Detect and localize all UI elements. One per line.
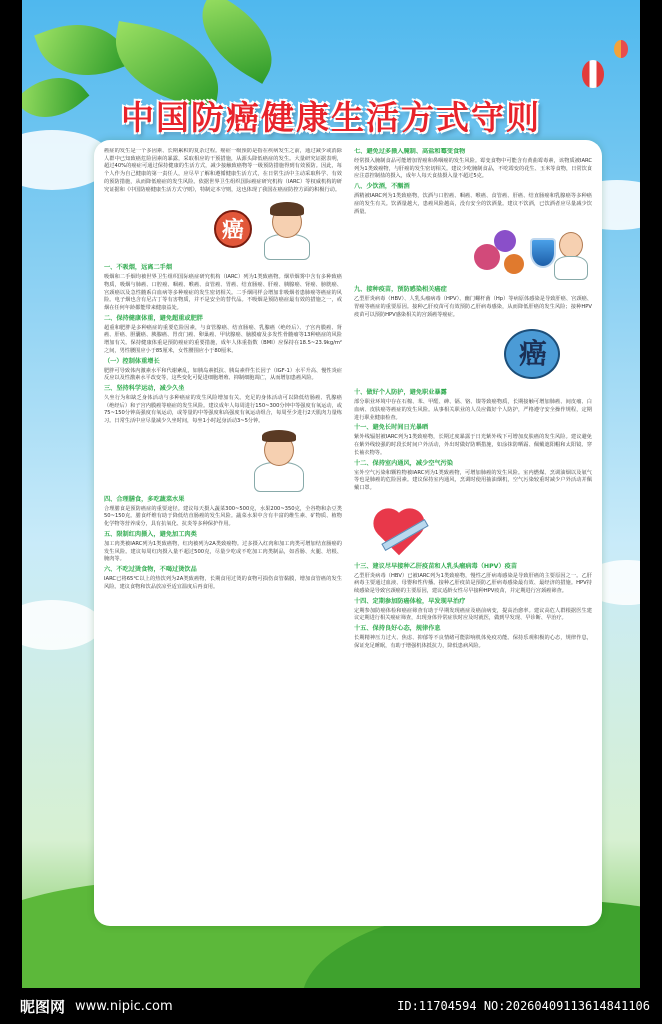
section-heading: 九、接种疫苗，预防感染相关癌症 [354,286,447,294]
doctor-hair-icon [270,202,304,216]
content-panel [94,140,602,926]
cancer-badge-icon: 癌 [214,210,252,248]
watermark-logo: 昵图网 [20,997,66,1016]
shield-icon [530,238,556,268]
section-heading: 八、少饮酒，不酗酒 [354,183,410,191]
germ-icon [494,230,516,252]
nurse-coat-icon [554,256,588,280]
section-heading: 二、保持健康体重，避免超重或肥胖 [104,314,203,322]
section-heading: 七、避免过多摄入腌制、高盐和霉变食物 [354,148,466,155]
section-paragraph: 吸烟和二手烟均被世界卫生组织国际癌症研究机构（IARC）列为1类致癌物。烟草烟雾中含有多种致癌物质，吸烟与肺癌、口腔癌、咽癌、喉癌、食管癌、胃癌、结直肠癌、肝癌、胰腺癌、肾癌、膀胱癌、宫颈癌以及急性髓系白血病等多种癌症的发生密切相关。二手烟同样会增加非吸烟者患肺癌等癌症的风险。电子烟也含有尼古丁等有害物质，并不是安全的替代品。不吸烟是预防癌症最有效的措施之一，戒烟在任何年龄都能带来健康益处。 [104,274,342,312]
section-heading: 六、不吃过烫食物，不喝过烫饮品 [104,565,197,573]
left-column [104,148,342,918]
section-paragraph: 酒精被IARC列为1类致癌物，饮酒与口腔癌、咽癌、喉癌、食管癌、肝癌、结直肠癌和乳腺癌等多种癌症的发生有关。饮酒量越大，患癌风险越高，没有安全的饮酒量。建议不饮酒，已饮酒者应尽量减少饮酒量。 [354,193,592,215]
section-heading: 十四、定期参加防癌体检，早发现早治疗 [354,597,466,605]
section-heading: 十一、避免长时间日光暴晒 [354,424,429,432]
section-paragraph: 定期参加防癌体检和癌症筛查有助于早期发现癌症及癌前病变，提高治愈率。建议高危人群根据医生建议定期进行相关癌症筛查，出现身体异常症状时应及时就医，做到早发现、早诊断、早治疗。 [354,607,592,622]
section-paragraph: IARC已将65℃以上的热饮列为2A类致癌物，长期食用过烫的食物可损伤食管黏膜，增加食管癌的发生风险。建议食物和饮品放凉至适宜温度后再食用。 [104,575,342,590]
section-paragraph: 室外空气污染和颗粒物被IARC列为1类致癌物，可增加肺癌的发生风险。室内燃煤、烹调油烟以及氡气等也是肺癌的危险因素。建议保持室内通风，烹调时使用抽油烟机，空气污染较重时减少户外活动并佩戴口罩。 [354,469,592,491]
section-heading: 十二、保持室内通风，减少空气污染 [354,459,453,467]
watermark-footer [0,988,662,1024]
section-heading: 一、不吸烟，远离二手烟 [104,264,173,272]
doctor-coat-icon [264,234,310,260]
watermark-url: www.nipic.com [75,998,173,1014]
section-heading: 十三、建议尽早接种乙肝疫苗和人乳头瘤病毒（HPV）疫苗 [354,562,518,570]
poster-background [22,0,640,988]
doctor-illustration [104,198,342,260]
doctor-hair-icon [262,430,296,442]
page-title: 中国防癌健康生活方式守则 [121,98,541,137]
hot-air-balloon-icon [614,40,628,58]
section-heading: 十五、保持良好心态，规律作息 [354,625,441,633]
section-paragraph: 肥胖可导致体内激素水平和代谢紊乱，如胰岛素抵抗、胰岛素样生长因子（IGF-1）水平升高、慢性炎症反应以及性激素水平改变等，这些变化可促进细胞增殖、抑制细胞凋亡，从而增加患癌风险。 [104,367,342,382]
section-heading: 四、合理膳食，多吃蔬菜水果 [104,495,185,503]
virus-shield-illustration [354,220,592,282]
right-column [354,148,592,918]
section-paragraph: 紫外线辐射被IARC列为1类致癌物，长期过度暴露于日光紫外线下可增加皮肤癌的发生风险。建议避免在紫外线较强的时段长时间户外活动，外出时做好防晒措施，如涂抹防晒霜、佩戴遮阳帽和太阳镜、穿长袖衣物等。 [354,434,592,456]
section-paragraph: 经常摄入腌制食品可能增加胃癌和鼻咽癌的发生风险。霉变食物中可能含有黄曲霉毒素，该物质被IARC列为1类致癌物，与肝癌的发生密切相关。建议少吃腌制食品，不吃霉变的花生、玉米等食物，日常饮食应注意控制盐的摄入，成年人每天食盐摄入量不超过5克。 [354,158,592,180]
section-paragraph: 久坐行为和缺乏身体活动与多种癌症的发生风险增加有关。充足的身体活动可以降低结肠癌、乳腺癌（绝经后）和子宫内膜癌等癌症的发生风险。建议成年人每周进行150~300分钟中等强度有氧运动，或75~150分钟高强度有氧运动，或等量的中等强度和高强度有氧运动组合，每周至少进行2天肌肉力量练习。日常生活中应尽量减少久坐时间，每坐1小时起身活动3~5分钟。 [104,394,342,425]
cancer-text-icon: 癌 [518,337,547,371]
germ-icon [504,254,524,274]
doctor-thumbsup-illustration [104,430,342,492]
section-paragraph: 癌症的发生是一个多因素、长期累积的复杂过程。癌症一级预防是指在疾病发生之前，通过减少或消除人群中已知致癌危险因素的暴露，采取相应的干预措施，从源头降低癌症的发生。大量研究证据表明，超过40%的癌症可通过保持健康的生活方式，减少接触致癌物等一级预防措施得到有效预防。因此，每个人作为自己健康的第一责任人，应尽早了解和遵循健康生活方式，在日常生活中主动采取科学、有效的预防措施，从而降低癌症的发生风险。依据世界卫生组织国际癌症研究机构（IARC）等权威机构的研究证据和《中国防癌健康生活方式守则》，特制定本守则，这也体现了我国在癌症防控方面的积极行动。 [104,148,342,193]
heart-vaccine-illustration [354,497,592,559]
cloud-decoration [22,600,102,650]
section-paragraph: 合理膳食是预防癌症的重要途径。建议每天摄入蔬菜300~500克，水果200~350克，全谷物和杂豆类50~150克。膳食纤维有助于降低结直肠癌的发生风险。蔬菜水果中含有丰富的维生素、矿物质、植物化学物等营养成分，具有抗氧化、抗炎等多种保护作用。 [104,505,342,528]
section-paragraph: 超重和肥胖是多种癌症的重要危险因素，与食管腺癌、结直肠癌、乳腺癌（绝经后）、子宫内膜癌、肾癌、肝癌、胆囊癌、胰腺癌、胃贲门癌、卵巢癌、甲状腺癌、脑膜瘤及多发性骨髓瘤等13种癌症的风险增加有关。保持健康体重是预防癌症的重要措施，成年人体重指数（BMI）应保持在18.5~23.9kg/m²之间，男性腰围应小于85厘米，女性腰围应小于80厘米。 [104,324,342,354]
section-heading: （一）控制体重增长 [104,357,160,365]
section-paragraph: 长期精神压力过大、焦虑、抑郁等不良情绪可能影响机体免疫功能。保持乐观积极的心态，规律作息，保证充足睡眠，有助于增强机体抵抗力，降低患病风险。 [354,635,592,649]
section-heading: 五、限制红肉摄入，避免加工肉类 [104,530,197,538]
section-paragraph: 加工肉类被IARC列为1类致癌物，红肉被列为2A类致癌物。过多摄入红肉和加工肉类可增加结直肠癌的发生风险。建议每周红肉摄入量不超过500克，尽量少吃或不吃加工肉类制品，如香肠、火腿、培根、腌肉等。 [104,540,342,563]
nurse-head-icon [559,232,583,258]
section-paragraph: 乙型肝炎病毒（HBV）已被IARC列为1类致癌物，慢性乙肝病毒感染是导致肝癌的主要原因之一。乙肝病毒主要通过血液、母婴和性传播。接种乙肝疫苗是预防乙肝病毒感染最有效、最经济的措施。HPV持续感染是导致宫颈癌的主要原因，建议适龄女性尽早接种HPV疫苗，并定期进行宫颈癌筛查。 [354,572,592,595]
doctor-coat-icon [254,462,304,492]
section-paragraph: 部分职业环境中存在石棉、苯、甲醛、砷、镉、铬、镍等致癌物质，长期接触可增加肺癌、间皮瘤、白血病、皮肤癌等癌症的发生风险。从事相关职业的人员应做好个人防护，严格遵守安全操作规程，定期进行职业健康检查。 [354,399,592,421]
section-heading: 十、做好个人防护，避免职业暴露 [354,389,447,397]
cancer-blob-illustration [354,323,592,385]
section-heading: 三、坚持科学运动，减少久坐 [104,384,185,392]
hot-air-balloon-icon [582,60,604,88]
watermark-id: ID:11704594 NO:20260409113614841106 [397,999,650,1013]
section-paragraph: 乙型肝炎病毒（HBV）、人乳头瘤病毒（HPV）、幽门螺杆菌（Hp）等病原体感染是导致肝癌、宫颈癌、胃癌等癌症的重要原因。接种乙肝疫苗可有效预防乙肝病毒感染，从而降低肝癌的发生风险；接种HPV疫苗可以预防HPV感染相关的宫颈癌等癌症。 [354,296,592,318]
